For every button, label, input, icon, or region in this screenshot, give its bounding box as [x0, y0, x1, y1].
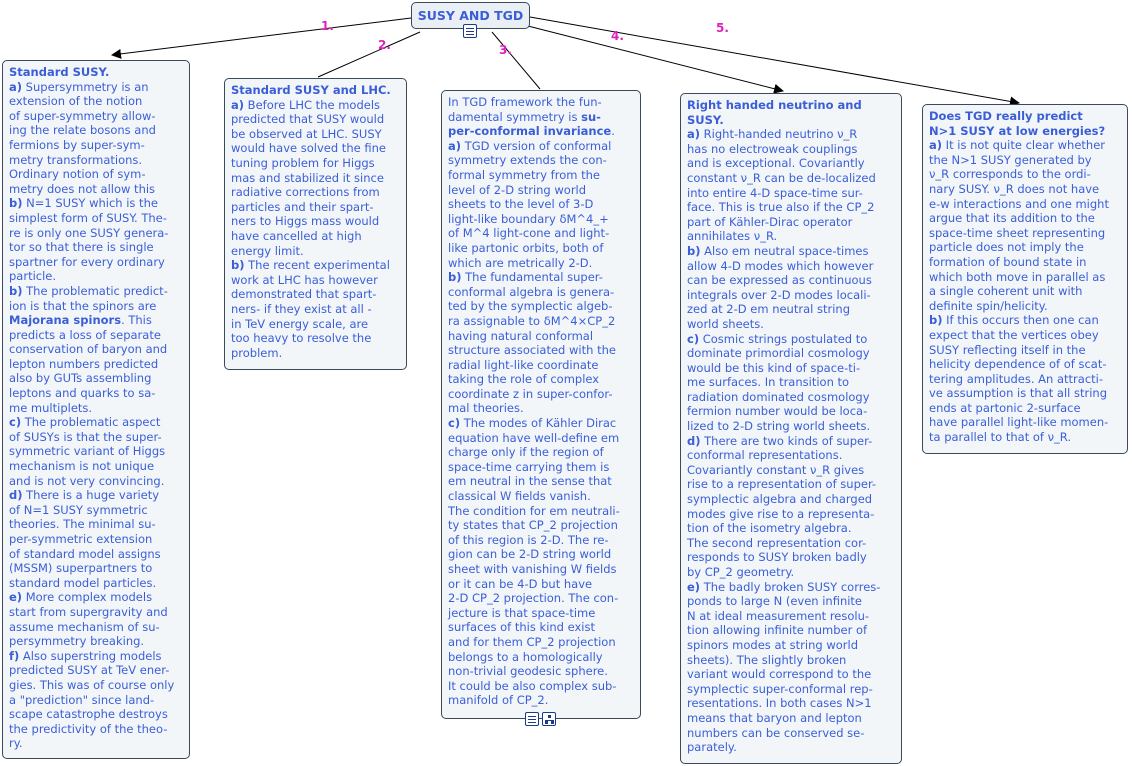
item-marker: b) — [929, 313, 943, 328]
node-paragraph — [448, 416, 634, 708]
paragraph-text: Supersymmetry is an extension of the notion of super-symmetry allow- ing the relate bosons and fermions by super-sym- metry transformations. Ordinary notion of sym- metry does not allow this — [9, 79, 156, 196]
node-paragraph — [687, 127, 895, 244]
paragraph-text: Cosmic strings postulated to dominate primordial cosmology would be this kind of space-ti- me surfaces. In transition to radiation dominated cosmology fermion number would be loca- lized to 2-D string world sheets. — [687, 331, 871, 434]
node-right-handed-neutrino[interactable] — [680, 93, 902, 764]
link-label-1: 1. — [321, 19, 334, 33]
paragraph-text: It is not quite clear whether the N>1 SUSY generated by ν_R corresponds to the ordi- nary SUSY. ν_R does not have e-w interactions and one might argue that its addition to the space-time sheet representing particle does not imply the formation of bound state in which both move in parallel as a single coherent unit with definite spin/helicity. — [929, 138, 1109, 313]
item-marker: a) — [448, 138, 462, 153]
note-icon[interactable] — [463, 24, 477, 38]
note-icon[interactable] — [525, 712, 539, 726]
item-marker: a) — [929, 138, 943, 153]
emphasis-text: Majorana spinors — [9, 313, 122, 328]
item-marker: e) — [687, 579, 701, 594]
paragraph-text: In TGD framework the fun- damental symmetry is — [448, 95, 602, 124]
node-paragraph — [9, 284, 183, 415]
item-marker: d) — [687, 433, 701, 448]
item-marker: b) — [448, 270, 462, 285]
paragraph-text: . — [611, 124, 615, 139]
node-paragraph — [687, 434, 895, 580]
node-paragraph — [687, 244, 895, 332]
node-paragraph — [9, 590, 183, 648]
paragraph-text: If this occurs then one can expect that the vertices obey SUSY reflecting itself in the helicity dependence of of scat- tering amplitudes. An attracti- ve assumption is that all string ends at partonic 2-surface have parallel light-like momen- ta parallel to that of ν_R. — [929, 313, 1109, 445]
node-title: Standard SUSY. — [9, 65, 110, 79]
paragraph-text: Also em neutral space-times allow 4-D modes which however can be expressed as continuous integrals over 2-D modes locali- zed at 2-D em neutral string world sheets. — [687, 243, 874, 331]
node-paragraph — [448, 95, 634, 139]
root-title: SUSY AND TGD — [417, 8, 524, 23]
node-susy-lhc[interactable] — [224, 78, 407, 370]
paragraph-text: Before LHC the models predicted that SUSY would be observed at LHC. SUSY would have solved the fine tuning problem for Higgs mas and stabilized it since radiative corrections from particles and their spart- ners to Higgs mass would have cancelled at high energy limit. — [231, 97, 386, 258]
item-marker: b) — [687, 243, 701, 258]
node-tgd-superconformal[interactable] — [441, 90, 641, 719]
node-title: Right handed neutrino and SUSY. — [687, 98, 862, 127]
node-paragraph — [231, 98, 400, 259]
paragraph-text: N=1 SUSY which is the simplest form of SUSY. The- re is only one SUSY genera- tor so that there is single spartner for every ordinary particle. — [9, 196, 169, 284]
link-label-3: 3. — [499, 43, 512, 57]
paragraph-text: Also superstring models predicted SUSY at TeV ener- gies. This was of course only a "prediction" since land- scape catastrophe destroys the predictivity of the theo- ry. — [9, 648, 175, 751]
node-paragraph — [448, 270, 634, 416]
node-paragraph — [231, 258, 400, 360]
paragraph-text: The fundamental super- conformal algebra is genera- ted by the symplectic algeb- ra assignable to δM^4×CP_2 having natural conformal structure associated with the radial light-like coordinate taking the role of complex coordinate z in super-confor- mal theories. — [448, 270, 616, 416]
node-title: Standard SUSY and LHC. — [231, 83, 391, 97]
link-label-5: 5. — [716, 21, 729, 35]
paragraph-text: The recent experimental work at LHC has however demonstrated that spart- ners- if they exist at all - in TeV energy scale, are too heavy to resolve the problem. — [231, 258, 390, 360]
node-paragraph — [687, 580, 895, 755]
paragraph-text: The problematic aspect of SUSYs is that the super- symmetric variant of Higgs mechanism is not unique and is not very convincing. — [9, 415, 166, 488]
item-marker: c) — [687, 331, 700, 346]
hierarchy-icon[interactable] — [542, 712, 556, 726]
paragraph-text: The problematic predict- ion is that the spinors are — [9, 283, 168, 313]
item-marker: e) — [9, 590, 23, 605]
paragraph-text: The modes of Kähler Dirac equation have well-define em charge only if the region of space-time carrying them is em neutral in the sense that classical W fields vanish. The condition for em neutrali- ty states that CP_2 projection of this region is 2-D. The re- gion can be 2-D string world sheet with vanishing W fields or it can be 4-D but have 2-D CP_2 projection. The con- jecture is that space-time surfaces of this kind exist and for them CP_2 projection belongs to a homologically non-trivial geodesic sphere. It could be also complex sub- manifold of CP_2. — [448, 416, 620, 708]
node-paragraph — [9, 649, 183, 751]
node-paragraph — [448, 139, 634, 270]
item-marker: b) — [9, 196, 23, 211]
paragraph-text: There is a huge variety of N=1 SUSY symmetric theories. The minimal su- per-symmetric extension of standard model assigns (MSSM) superpartners to standard model particles. — [9, 488, 161, 590]
node-paragraph — [929, 138, 1121, 313]
node-paragraph — [9, 415, 183, 488]
connector-3 — [492, 32, 540, 89]
paragraph-text: Right-handed neutrino ν_R has no electroweak couplings and is exceptional. Covariantly constant ν_R can be de-localized into entire 4-D space-time sur- face. This is true also if the CP_2 part of Kähler-Dirac operator annihilates ν_R. — [687, 127, 876, 244]
node-title: Does TGD really predict N>1 SUSY at low energies? — [929, 109, 1106, 138]
connector-1 — [112, 18, 411, 55]
node-paragraph — [9, 80, 183, 197]
connector-2 — [318, 32, 420, 77]
item-marker: f) — [9, 648, 20, 663]
node-paragraph — [929, 313, 1121, 444]
item-marker: c) — [448, 416, 461, 431]
item-marker: b) — [231, 258, 245, 273]
node-paragraph — [687, 332, 895, 434]
node-paragraph — [9, 488, 183, 590]
link-label-4: 4. — [611, 29, 624, 43]
item-marker: d) — [9, 488, 23, 503]
connector-4 — [524, 25, 783, 91]
paragraph-text: . This predicts a loss of separate conservation of baryon and lepton numbers predicted also by GUTs assembling leptons and quarks to sa- me multiplets. — [9, 313, 168, 415]
item-marker: b) — [9, 283, 23, 298]
item-marker: c) — [9, 415, 22, 430]
node-tgd-predict-susy[interactable] — [922, 104, 1128, 454]
paragraph-text: There are two kinds of super- conformal representations. Covariantly constant ν_R gives rise to a representation of super- symplectic algebra and charged modes give rise to a representa- tion of the isometry algebra. The second representation cor- responds to SUSY broken badly by CP_2 geometry. — [687, 433, 877, 579]
paragraph-text: TGD version of conformal symmetry extends the con- formal symmetry from the level of 2-D string world sheets to the level of 3-D light-like boundary δM^4_+ of M^4 light-cone and light- like partonic orbits, both of which are metrically 2-D. — [448, 138, 612, 270]
item-marker: a) — [231, 97, 245, 112]
paragraph-text: The badly broken SUSY corres- ponds to large N (even infinite N at ideal measurement resolu- tion allowing infinite number of spinors modes at string world sheets). The slightly broken variant would correspond to the symplectic super-conformal rep- resentations. In both cases N>1 means that baryon and lepton numbers can be conserved se- parately. — [687, 579, 881, 755]
link-label-2: 2. — [378, 38, 391, 52]
paragraph-text: More complex models start from supergravity and assume mechanism of su- persymmetry breaking. — [9, 590, 168, 649]
emphasis-text: su- per-conformal invariance — [448, 109, 612, 139]
item-marker: a) — [9, 79, 23, 94]
item-marker: a) — [687, 127, 701, 142]
node-standard-susy[interactable] — [2, 60, 190, 759]
node-paragraph — [9, 196, 183, 284]
